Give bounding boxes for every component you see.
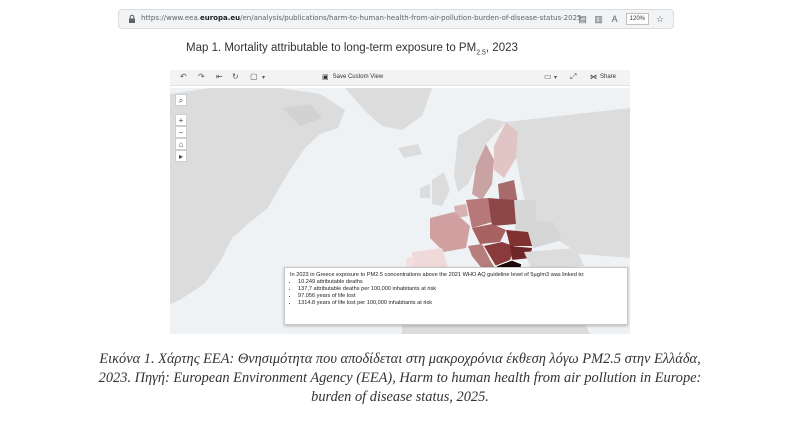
map-title-subscript: 2.5: [476, 49, 486, 57]
list-item: • 137,7 attributable deaths per 100,000 inhabitants at risk: [298, 286, 622, 293]
germany-region: [466, 198, 492, 228]
save-custom-view-label: Save Custom View: [332, 74, 384, 80]
figure-caption: [0, 350, 800, 407]
comment-icon[interactable]: ▭: [544, 72, 552, 81]
poland-region: [488, 198, 516, 226]
chevron-down-icon[interactable]: ▾: [554, 75, 558, 81]
share-icon: ⋈: [590, 74, 597, 81]
extension-icon[interactable]: ▥: [594, 14, 603, 24]
map-title: [186, 42, 518, 56]
caption-line-3: burden of disease status, 2025.: [311, 389, 489, 405]
ireland-land: [420, 184, 430, 198]
revert-icon[interactable]: ⇤: [216, 72, 223, 81]
list-item: • 97.056 years of life lost: [298, 293, 622, 300]
caption-line-1: Εικόνα 1. Χάρτης ΕΕΑ: Θνησιμότητα που αποδίδεται στη μακροχρόνια έκθεση λόγω PM2.5 στην Ελλάδα,: [99, 351, 701, 367]
central-eu-region: [472, 224, 506, 244]
reader-view-icon[interactable]: ▤: [578, 14, 587, 24]
belarus-land: [514, 200, 536, 222]
redo-icon[interactable]: ↷: [198, 72, 205, 81]
save-custom-view-button[interactable]: [322, 73, 383, 81]
caption-line-2: 2023. Πηγή: European Environment Agency (EEA), Harm to human health from air pollution in Europe:: [98, 370, 702, 386]
tooltip-list: [290, 279, 622, 307]
romania-region: [506, 230, 532, 246]
chevron-down-icon[interactable]: ▾: [262, 75, 266, 81]
zoom-in-button[interactable]: +: [175, 114, 187, 126]
zoom-level[interactable]: 120%: [626, 13, 649, 25]
map-search-button[interactable]: ⌕: [175, 94, 187, 106]
greenland-land: [345, 88, 432, 130]
url-prefix: https://www.eea.: [141, 14, 200, 22]
save-icon: ▣: [322, 74, 329, 81]
pan-arrow-icon[interactable]: ▸: [175, 150, 187, 162]
share-button[interactable]: [590, 73, 616, 81]
map-title-prefix: Map 1. Mortality attributable to long-term exposure to PM: [186, 42, 477, 54]
address-bar[interactable]: [118, 9, 674, 29]
greece-tooltip: [284, 267, 628, 325]
map-title-suffix: , 2023: [485, 42, 518, 54]
zoom-out-button[interactable]: −: [175, 126, 187, 138]
translate-icon[interactable]: A: [611, 14, 618, 24]
list-item: • 1314.8 years of life lost per 100,000 inhabitants at risk: [298, 300, 622, 307]
iceland-land: [398, 144, 422, 158]
url-path: /en/analysis/publications/harm-to-human-health-from-air-pollution-burden-of-disease-status-2025: [240, 14, 582, 22]
url-domain: europa.eu: [199, 14, 241, 22]
share-label: Share: [600, 74, 617, 80]
viz-toolbar: [170, 70, 630, 86]
url-text[interactable]: [141, 14, 582, 22]
undo-icon[interactable]: ↶: [180, 72, 187, 81]
refresh-icon[interactable]: ↻: [232, 72, 239, 81]
bookmark-star-icon[interactable]: ☆: [655, 14, 665, 24]
france-region: [430, 212, 470, 252]
list-item: • 10.249 attributable deaths: [298, 279, 622, 286]
pause-icon[interactable]: ▢: [250, 72, 258, 81]
lock-icon: [127, 14, 137, 24]
fullscreen-icon[interactable]: ⤢: [570, 72, 577, 81]
uk-land: [432, 172, 450, 206]
tooltip-intro: In 2023 in Greece exposure to PM2.5 concentrations above the 2021 WHO AQ guideline level of 5µg/m3 was linked to:: [290, 272, 585, 278]
home-icon[interactable]: ⌂: [175, 138, 187, 150]
